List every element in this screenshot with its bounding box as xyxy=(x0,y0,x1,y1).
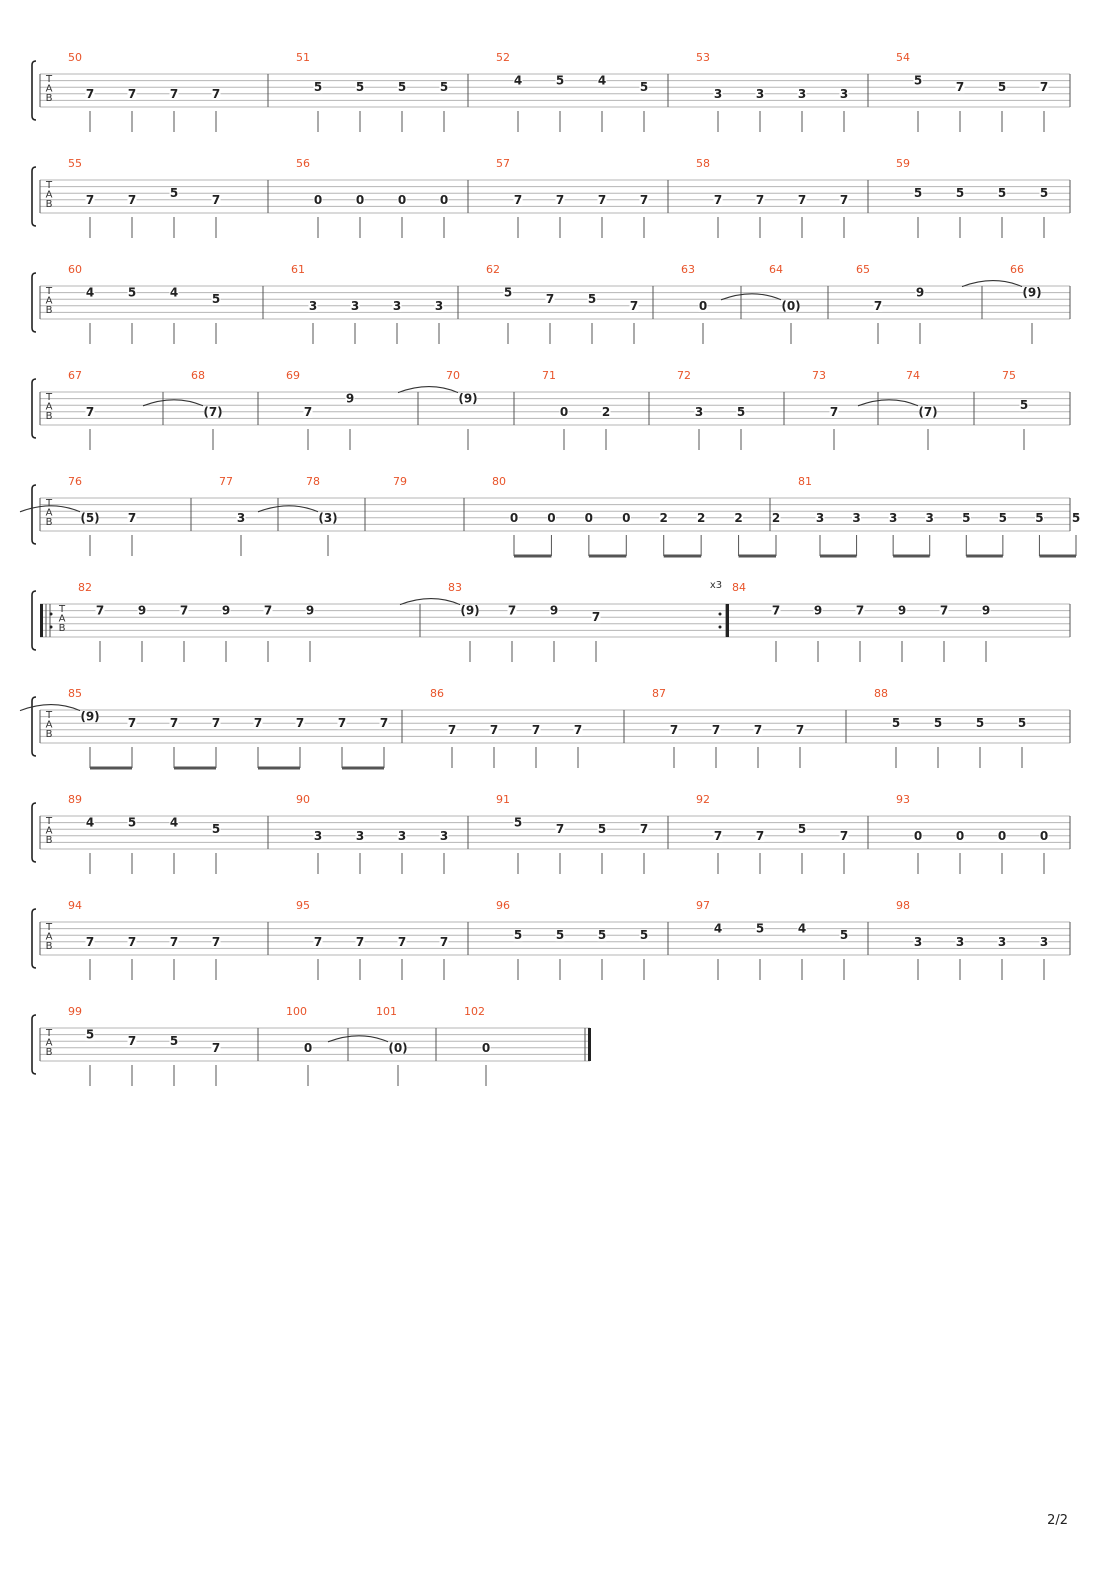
measure-number: 95 xyxy=(296,899,310,912)
fret-number: 7 xyxy=(379,716,389,731)
fret-number: 7 xyxy=(95,603,105,618)
fret-number: 4 xyxy=(713,921,723,936)
fret-number: 7 xyxy=(753,722,763,737)
fret-number: 7 xyxy=(939,603,949,618)
tab-clef-letter: B xyxy=(45,941,53,952)
fret-number: 3 xyxy=(925,510,934,525)
fret-number: 3 xyxy=(852,510,861,525)
tab-system xyxy=(32,51,1070,132)
measure-number: 54 xyxy=(896,51,910,64)
tab-system xyxy=(32,263,1070,344)
measure-number: 98 xyxy=(896,899,910,912)
fret-number: 7 xyxy=(855,603,865,618)
tab-clef-letter: T xyxy=(45,922,53,933)
measure-number: 62 xyxy=(486,263,500,276)
measure-number: 59 xyxy=(896,157,910,170)
tab-clef-letter: T xyxy=(45,1028,53,1039)
measure-number: 83 xyxy=(448,581,462,594)
fret-number: (9) xyxy=(458,391,478,406)
tab-system xyxy=(32,369,1070,450)
fret-number: 7 xyxy=(127,86,137,101)
system-bracket xyxy=(32,379,36,438)
fret-number: 7 xyxy=(545,292,555,307)
fret-number: 7 xyxy=(507,603,517,618)
fret-number: 3 xyxy=(350,298,360,313)
fret-number: 5 xyxy=(755,921,765,936)
fret-number: 7 xyxy=(629,298,639,313)
fret-number: 5 xyxy=(1035,510,1044,525)
fret-number: 5 xyxy=(997,186,1007,201)
fret-number: 7 xyxy=(713,192,723,207)
measure-number: 51 xyxy=(296,51,310,64)
measure-number: 70 xyxy=(446,369,460,382)
fret-number: 7 xyxy=(489,722,499,737)
fret-number: 5 xyxy=(998,510,1008,525)
measure-number: 96 xyxy=(496,899,510,912)
tab-clef-letter: T xyxy=(58,604,66,615)
fret-number: 7 xyxy=(211,86,221,101)
fret-number: 5 xyxy=(85,1027,95,1042)
fret-number: 7 xyxy=(337,716,347,731)
fret-number: 3 xyxy=(355,828,365,843)
fret-number: 4 xyxy=(169,815,179,830)
measure-number: 78 xyxy=(306,475,320,488)
fret-number: 4 xyxy=(513,73,523,88)
fret-number: 7 xyxy=(85,934,95,949)
measure-number: 63 xyxy=(681,263,695,276)
fret-number: (0) xyxy=(781,298,801,313)
tab-system xyxy=(32,580,1070,662)
fret-number: 3 xyxy=(713,86,723,101)
fret-number: 9 xyxy=(137,603,147,618)
measure-number: 93 xyxy=(896,793,910,806)
fret-number: 5 xyxy=(127,815,137,830)
fret-number: 0 xyxy=(303,1040,313,1055)
fret-number: 5 xyxy=(587,292,597,307)
fret-number: 7 xyxy=(127,510,137,525)
fret-number: 0 xyxy=(397,192,407,207)
measure-number: 87 xyxy=(652,687,666,700)
fret-number: 5 xyxy=(555,73,565,88)
measure-number: 60 xyxy=(68,263,82,276)
fret-number: 3 xyxy=(797,86,807,101)
measure-number: 100 xyxy=(286,1005,307,1018)
tab-clef-letter: T xyxy=(45,74,53,85)
fret-number: 7 xyxy=(127,716,137,731)
tab-clef-letter: B xyxy=(45,1047,53,1058)
tab-clef-letter: A xyxy=(45,189,53,201)
fret-number: 7 xyxy=(597,192,607,207)
fret-number: 7 xyxy=(591,610,601,625)
tab-clef-letter: B xyxy=(45,517,53,528)
measure-number: 84 xyxy=(732,581,746,594)
fret-number: 5 xyxy=(127,285,137,300)
tab-clef-letter: B xyxy=(45,729,53,740)
fret-number: 4 xyxy=(797,921,807,936)
fret-number: (0) xyxy=(388,1040,408,1055)
fret-number: 3 xyxy=(694,404,704,419)
fret-number: 0 xyxy=(439,192,449,207)
fret-number: 7 xyxy=(829,404,839,419)
measure-number: 80 xyxy=(492,475,506,488)
measure-number: 61 xyxy=(291,263,305,276)
fret-number: 5 xyxy=(169,186,179,201)
fret-number: 9 xyxy=(221,603,231,618)
fret-number: 7 xyxy=(797,192,807,207)
fret-number: 5 xyxy=(913,186,923,201)
fret-number: 5 xyxy=(211,292,221,307)
fret-number: 7 xyxy=(127,934,137,949)
measure-number: 73 xyxy=(812,369,826,382)
measure-number: 91 xyxy=(496,793,510,806)
measure-number: 64 xyxy=(769,263,783,276)
measure-number: 55 xyxy=(68,157,82,170)
fret-number: 7 xyxy=(85,86,95,101)
fret-number: 9 xyxy=(897,603,907,618)
measure-number: 72 xyxy=(677,369,691,382)
page-number: 2/2 xyxy=(1047,1513,1068,1528)
tab-clef-letter: B xyxy=(45,835,53,846)
tab-clef-letter: A xyxy=(45,83,53,95)
fret-number: 3 xyxy=(439,828,449,843)
fret-number: 4 xyxy=(169,285,179,300)
fret-number: 3 xyxy=(839,86,849,101)
fret-number: 5 xyxy=(891,716,901,731)
measure-number: 74 xyxy=(906,369,920,382)
measure-number: 65 xyxy=(856,263,870,276)
tab-clef-letter: B xyxy=(58,623,66,634)
fret-number: 3 xyxy=(815,510,825,525)
fret-number: 7 xyxy=(669,722,679,737)
fret-number: 0 xyxy=(559,404,569,419)
fret-number: (3) xyxy=(318,510,338,525)
fret-number: 2 xyxy=(734,510,743,525)
fret-number: 7 xyxy=(253,716,263,731)
fret-number: 7 xyxy=(1039,80,1049,95)
measure-number: 58 xyxy=(696,157,710,170)
measure-number: 68 xyxy=(191,369,205,382)
fret-number: 7 xyxy=(755,192,765,207)
measure-number: 53 xyxy=(696,51,710,64)
fret-number: 7 xyxy=(873,298,883,313)
fret-number: 3 xyxy=(308,298,318,313)
fret-number: 3 xyxy=(755,86,765,101)
fret-number: 7 xyxy=(531,722,541,737)
fret-number: 7 xyxy=(169,86,179,101)
fret-number: 5 xyxy=(1039,186,1049,201)
tab-clef-letter: A xyxy=(45,507,53,519)
fret-number: 5 xyxy=(962,510,971,525)
fret-number: 5 xyxy=(503,285,513,300)
fret-number: 3 xyxy=(434,298,444,313)
system-bracket xyxy=(32,591,36,650)
fret-number: 3 xyxy=(913,934,923,949)
fret-number: 5 xyxy=(355,80,365,95)
measure-number: 57 xyxy=(496,157,510,170)
fret-number: 9 xyxy=(981,603,991,618)
tab-clef-letter: T xyxy=(45,286,53,297)
fret-number: 7 xyxy=(397,934,407,949)
measure-number: 76 xyxy=(68,475,82,488)
fret-number: 5 xyxy=(736,404,746,419)
fret-number: 0 xyxy=(622,510,631,525)
measure-number: 90 xyxy=(296,793,310,806)
fret-number: 9 xyxy=(813,603,823,618)
system-bracket xyxy=(32,273,36,332)
fret-number: 4 xyxy=(597,73,607,88)
fret-number: 5 xyxy=(955,186,965,201)
measure-number: 79 xyxy=(393,475,407,488)
measure-number: 56 xyxy=(296,157,310,170)
fret-number: (7) xyxy=(203,404,223,419)
measure-number: 94 xyxy=(68,899,82,912)
repeat-dot xyxy=(719,613,722,616)
fret-number: 7 xyxy=(179,603,189,618)
system-bracket xyxy=(32,167,36,226)
fret-number: 5 xyxy=(597,928,607,943)
fret-number: 7 xyxy=(85,192,95,207)
fret-number: (9) xyxy=(460,603,480,618)
fret-number: 7 xyxy=(211,934,221,949)
fret-number: 7 xyxy=(85,404,95,419)
tab-clef-letter: B xyxy=(45,305,53,316)
fret-number: 7 xyxy=(573,722,583,737)
fret-number: 5 xyxy=(1071,510,1081,525)
repeat-end-bar xyxy=(726,604,729,637)
fret-number: 2 xyxy=(601,404,611,419)
fret-number: 5 xyxy=(975,716,985,731)
fret-number: 5 xyxy=(555,928,565,943)
fret-number: 5 xyxy=(913,73,923,88)
fret-number: 7 xyxy=(211,192,221,207)
measure-number: 81 xyxy=(798,475,812,488)
fret-number: 7 xyxy=(771,603,781,618)
fret-number: (9) xyxy=(1022,285,1042,300)
tab-clef-letter: B xyxy=(45,93,53,104)
tab-clef-letter: A xyxy=(45,401,53,413)
fret-number: 3 xyxy=(397,828,407,843)
fret-number: 5 xyxy=(211,822,221,837)
system-bracket xyxy=(32,909,36,968)
fret-number: 9 xyxy=(305,603,315,618)
fret-number: 0 xyxy=(1039,828,1049,843)
fret-number: 5 xyxy=(797,822,807,837)
measure-number: 67 xyxy=(68,369,82,382)
fret-number: 7 xyxy=(839,828,849,843)
fret-number: 0 xyxy=(913,828,923,843)
fret-number: 2 xyxy=(659,510,668,525)
fret-number: 7 xyxy=(839,192,849,207)
fret-number: 5 xyxy=(839,928,849,943)
fret-number: (9) xyxy=(80,709,100,724)
tab-system xyxy=(32,899,1070,980)
tab-clef-letter: T xyxy=(45,498,53,509)
fret-number: 0 xyxy=(584,510,594,525)
tab-clef-letter: A xyxy=(45,1037,53,1049)
fret-number: 7 xyxy=(127,1034,137,1049)
fret-number: 7 xyxy=(127,192,137,207)
repeat-count: x3 xyxy=(709,580,723,591)
measure-number: 69 xyxy=(286,369,300,382)
measure-number: 86 xyxy=(430,687,444,700)
fret-number: 2 xyxy=(771,510,781,525)
fret-number: 7 xyxy=(303,404,313,419)
fret-number: 7 xyxy=(639,822,649,837)
fret-number: 7 xyxy=(955,80,965,95)
fret-number: 0 xyxy=(547,510,556,525)
tab-clef-letter: A xyxy=(58,613,66,625)
tab-system xyxy=(32,1005,591,1086)
tab-clef-letter: A xyxy=(45,931,53,943)
tab-clef-letter: T xyxy=(45,180,53,191)
system-bracket xyxy=(32,61,36,120)
fret-number: 2 xyxy=(696,510,706,525)
fret-number: 5 xyxy=(313,80,323,95)
fret-number: 5 xyxy=(397,80,407,95)
fret-number: 5 xyxy=(639,928,649,943)
fret-number: 5 xyxy=(639,80,649,95)
fret-number: 7 xyxy=(169,716,179,731)
tab-system xyxy=(32,793,1070,874)
system-bracket xyxy=(32,1015,36,1074)
fret-number: 7 xyxy=(169,934,179,949)
fret-number: 5 xyxy=(513,928,523,943)
tab-clef-letter: T xyxy=(45,392,53,403)
fret-number: 7 xyxy=(295,716,305,731)
measure-number: 102 xyxy=(464,1005,485,1018)
tab-system xyxy=(20,475,1081,556)
tab-clef-letter: T xyxy=(45,710,53,721)
fret-number: 7 xyxy=(313,934,323,949)
tab-clef-letter: A xyxy=(45,295,53,307)
measure-number: 71 xyxy=(542,369,556,382)
fret-number: 5 xyxy=(513,815,523,830)
fret-number: 3 xyxy=(955,934,965,949)
measure-number: 88 xyxy=(874,687,888,700)
repeat-dot xyxy=(50,613,53,616)
tab-clef-letter: T xyxy=(45,816,53,827)
fret-number: (7) xyxy=(918,404,938,419)
fret-number: 7 xyxy=(555,192,565,207)
measure-number: 77 xyxy=(219,475,233,488)
fret-number: 0 xyxy=(955,828,965,843)
fret-number: 9 xyxy=(345,391,355,406)
measure-number: 101 xyxy=(376,1005,397,1018)
tab-system xyxy=(20,687,1070,768)
fret-number: 3 xyxy=(888,510,898,525)
fret-number: 5 xyxy=(597,822,607,837)
fret-number: 7 xyxy=(755,828,765,843)
system-bracket xyxy=(32,485,36,544)
measure-number: 85 xyxy=(68,687,82,700)
fret-number: 3 xyxy=(392,298,402,313)
fret-number: 7 xyxy=(711,722,721,737)
system-bracket xyxy=(32,803,36,862)
repeat-dot xyxy=(50,626,53,629)
fret-number: 7 xyxy=(555,822,565,837)
tab-clef-letter: B xyxy=(45,411,53,422)
measure-number: 99 xyxy=(68,1005,82,1018)
fret-number: 5 xyxy=(997,80,1007,95)
fret-number: 9 xyxy=(915,285,925,300)
fret-number: 7 xyxy=(211,716,221,731)
fret-number: 0 xyxy=(313,192,323,207)
fret-number: 5 xyxy=(439,80,449,95)
fret-number: 4 xyxy=(85,285,95,300)
fret-number: 7 xyxy=(211,1040,221,1055)
fret-number: 7 xyxy=(439,934,449,949)
measure-number: 92 xyxy=(696,793,710,806)
fret-number: 4 xyxy=(85,815,95,830)
fret-number: 0 xyxy=(997,828,1007,843)
tab-system xyxy=(32,157,1070,238)
fret-number: 3 xyxy=(1039,934,1049,949)
measure-number: 50 xyxy=(68,51,82,64)
fret-number: 0 xyxy=(698,298,708,313)
fret-number: 7 xyxy=(639,192,649,207)
fret-number: 7 xyxy=(355,934,365,949)
fret-number: 0 xyxy=(509,510,519,525)
fret-number: 5 xyxy=(169,1034,179,1049)
measure-number: 89 xyxy=(68,793,82,806)
repeat-start-bar xyxy=(40,604,43,637)
fret-number: 3 xyxy=(313,828,323,843)
fret-number: 0 xyxy=(355,192,365,207)
measure-number: 82 xyxy=(78,581,92,594)
tab-clef-letter: B xyxy=(45,199,53,210)
fret-number: 9 xyxy=(549,603,559,618)
fret-number: 7 xyxy=(795,722,805,737)
fret-number: 3 xyxy=(236,510,246,525)
final-barline xyxy=(588,1028,591,1061)
measure-number: 97 xyxy=(696,899,710,912)
fret-number: 5 xyxy=(1019,398,1029,413)
measure-number: 66 xyxy=(1010,263,1024,276)
tab-clef-letter: A xyxy=(45,719,53,731)
tab-clef-letter: A xyxy=(45,825,53,837)
fret-number: 7 xyxy=(447,722,457,737)
fret-number: 7 xyxy=(713,828,723,843)
fret-number: (5) xyxy=(80,510,100,525)
repeat-dot xyxy=(719,626,722,629)
fret-number: 7 xyxy=(513,192,523,207)
fret-number: 3 xyxy=(997,934,1007,949)
fret-number: 7 xyxy=(263,603,273,618)
measure-number: 52 xyxy=(496,51,510,64)
fret-number: 0 xyxy=(481,1040,491,1055)
fret-number: 5 xyxy=(933,716,943,731)
fret-number: 5 xyxy=(1017,716,1027,731)
measure-number: 75 xyxy=(1002,369,1016,382)
